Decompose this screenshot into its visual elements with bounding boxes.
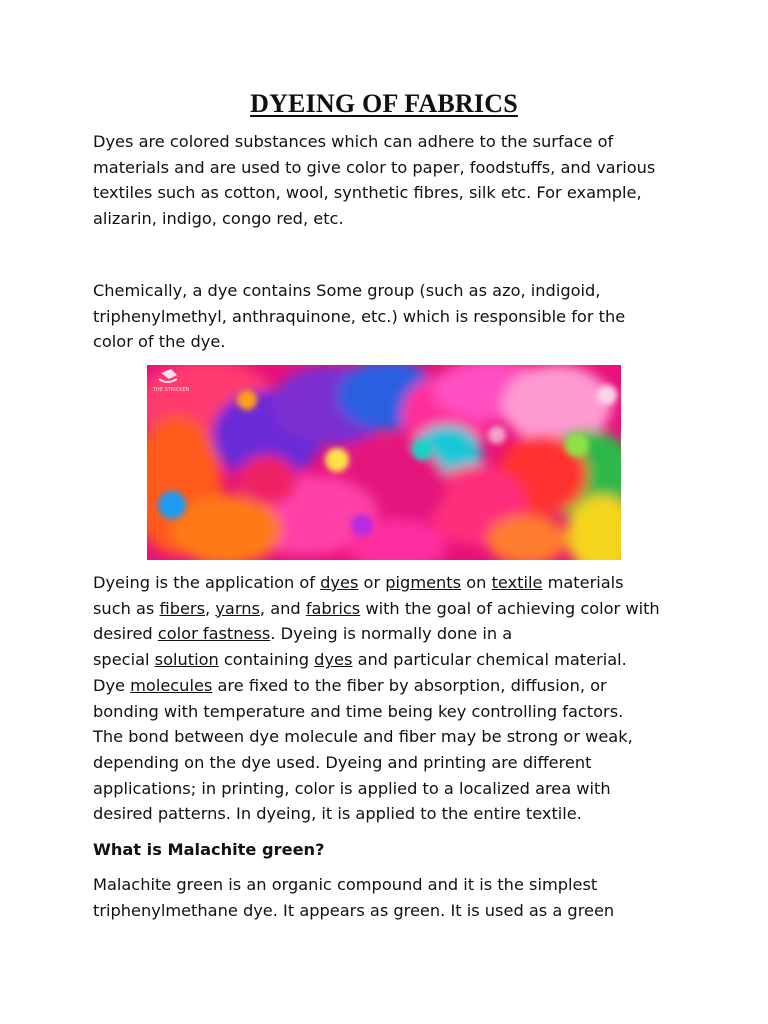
text-run: and particular chemical material. (352, 650, 627, 670)
link-molecules[interactable]: molecules (130, 675, 213, 695)
text-run: on (461, 573, 492, 592)
text-run: or (358, 573, 386, 592)
logo-text: THE STRICKEN (153, 387, 190, 393)
text-run: . Dyeing is normally done in a (270, 624, 513, 644)
text-line (93, 596, 683, 622)
text-line: Dyes are colored substances which can adhere to the surface of (93, 132, 614, 151)
paragraph-chemistry (93, 278, 683, 355)
text-run: desired (93, 624, 158, 644)
link-color-fastness[interactable]: color fastness (157, 624, 271, 644)
text-run: with the goal of achieving color with (360, 598, 660, 618)
text-line: applications; in printing, color is applied to a localized area with (93, 778, 611, 798)
link-pigments[interactable]: pigments (385, 573, 462, 592)
link-textile[interactable]: textile (491, 573, 543, 592)
text-line: Chemically, a dye contains Some group (such as azo, indigoid, (93, 281, 601, 300)
text-run: , and (259, 598, 306, 618)
text-line: The bond between dye molecule and fiber may be strong or weak, (93, 727, 633, 747)
link-fabrics[interactable]: fabrics (305, 598, 361, 618)
text-run: containing (218, 650, 315, 670)
text-run: Dyeing is the application of (93, 573, 321, 592)
text-line: desired patterns. In dyeing, it is applied to the entire textile. (93, 804, 582, 824)
paragraph-dyeing-process (93, 570, 683, 827)
link-fibers[interactable]: fibers (159, 598, 206, 618)
text-run: are fixed to the fiber by absorption, diffusion, or (212, 675, 607, 695)
text-run: materials (542, 573, 624, 592)
link-yarns[interactable]: yarns (215, 598, 260, 618)
text-line: triphenylmethyl, anthraquinone, etc.) which is responsible for the (93, 306, 626, 326)
text-line: color of the dye. (93, 332, 226, 352)
text-line (93, 647, 683, 673)
text-line: triphenylmethane dye. It appears as green. It is used as a green (93, 900, 615, 920)
text-line: Malachite green is an organic compound and it is the simplest (93, 875, 598, 894)
text-line: materials and are used to give color to paper, foodstuffs, and various (93, 157, 656, 177)
link-solution[interactable]: solution (154, 650, 219, 670)
document-title: DYEING OF FABRICS (250, 89, 518, 118)
link-dyes[interactable]: dyes (314, 650, 353, 670)
text-line (93, 570, 683, 596)
text-run: special (93, 650, 155, 670)
text-run: , (205, 598, 216, 618)
text-run: Dye (93, 675, 131, 695)
text-line (93, 673, 683, 699)
text-line (93, 621, 683, 647)
text-run: such as (93, 598, 160, 618)
paragraph-malachite-green (93, 872, 683, 923)
ink-cloud-illustration (147, 365, 621, 560)
text-line: textiles such as cotton, wool, synthetic fibres, silk etc. For example, (93, 183, 642, 203)
paragraph-dyes-definition (93, 129, 683, 232)
text-line: bonding with temperature and time being key controlling factors. (93, 701, 624, 721)
colorful-ink-image (147, 365, 621, 560)
text-line: alizarin, indigo, congo red, etc. (93, 209, 344, 229)
section-heading-malachite-green: What is Malachite green? (93, 840, 325, 859)
text-line: depending on the dye used. Dyeing and printing are different (93, 752, 592, 772)
link-dyes[interactable]: dyes (320, 573, 359, 592)
